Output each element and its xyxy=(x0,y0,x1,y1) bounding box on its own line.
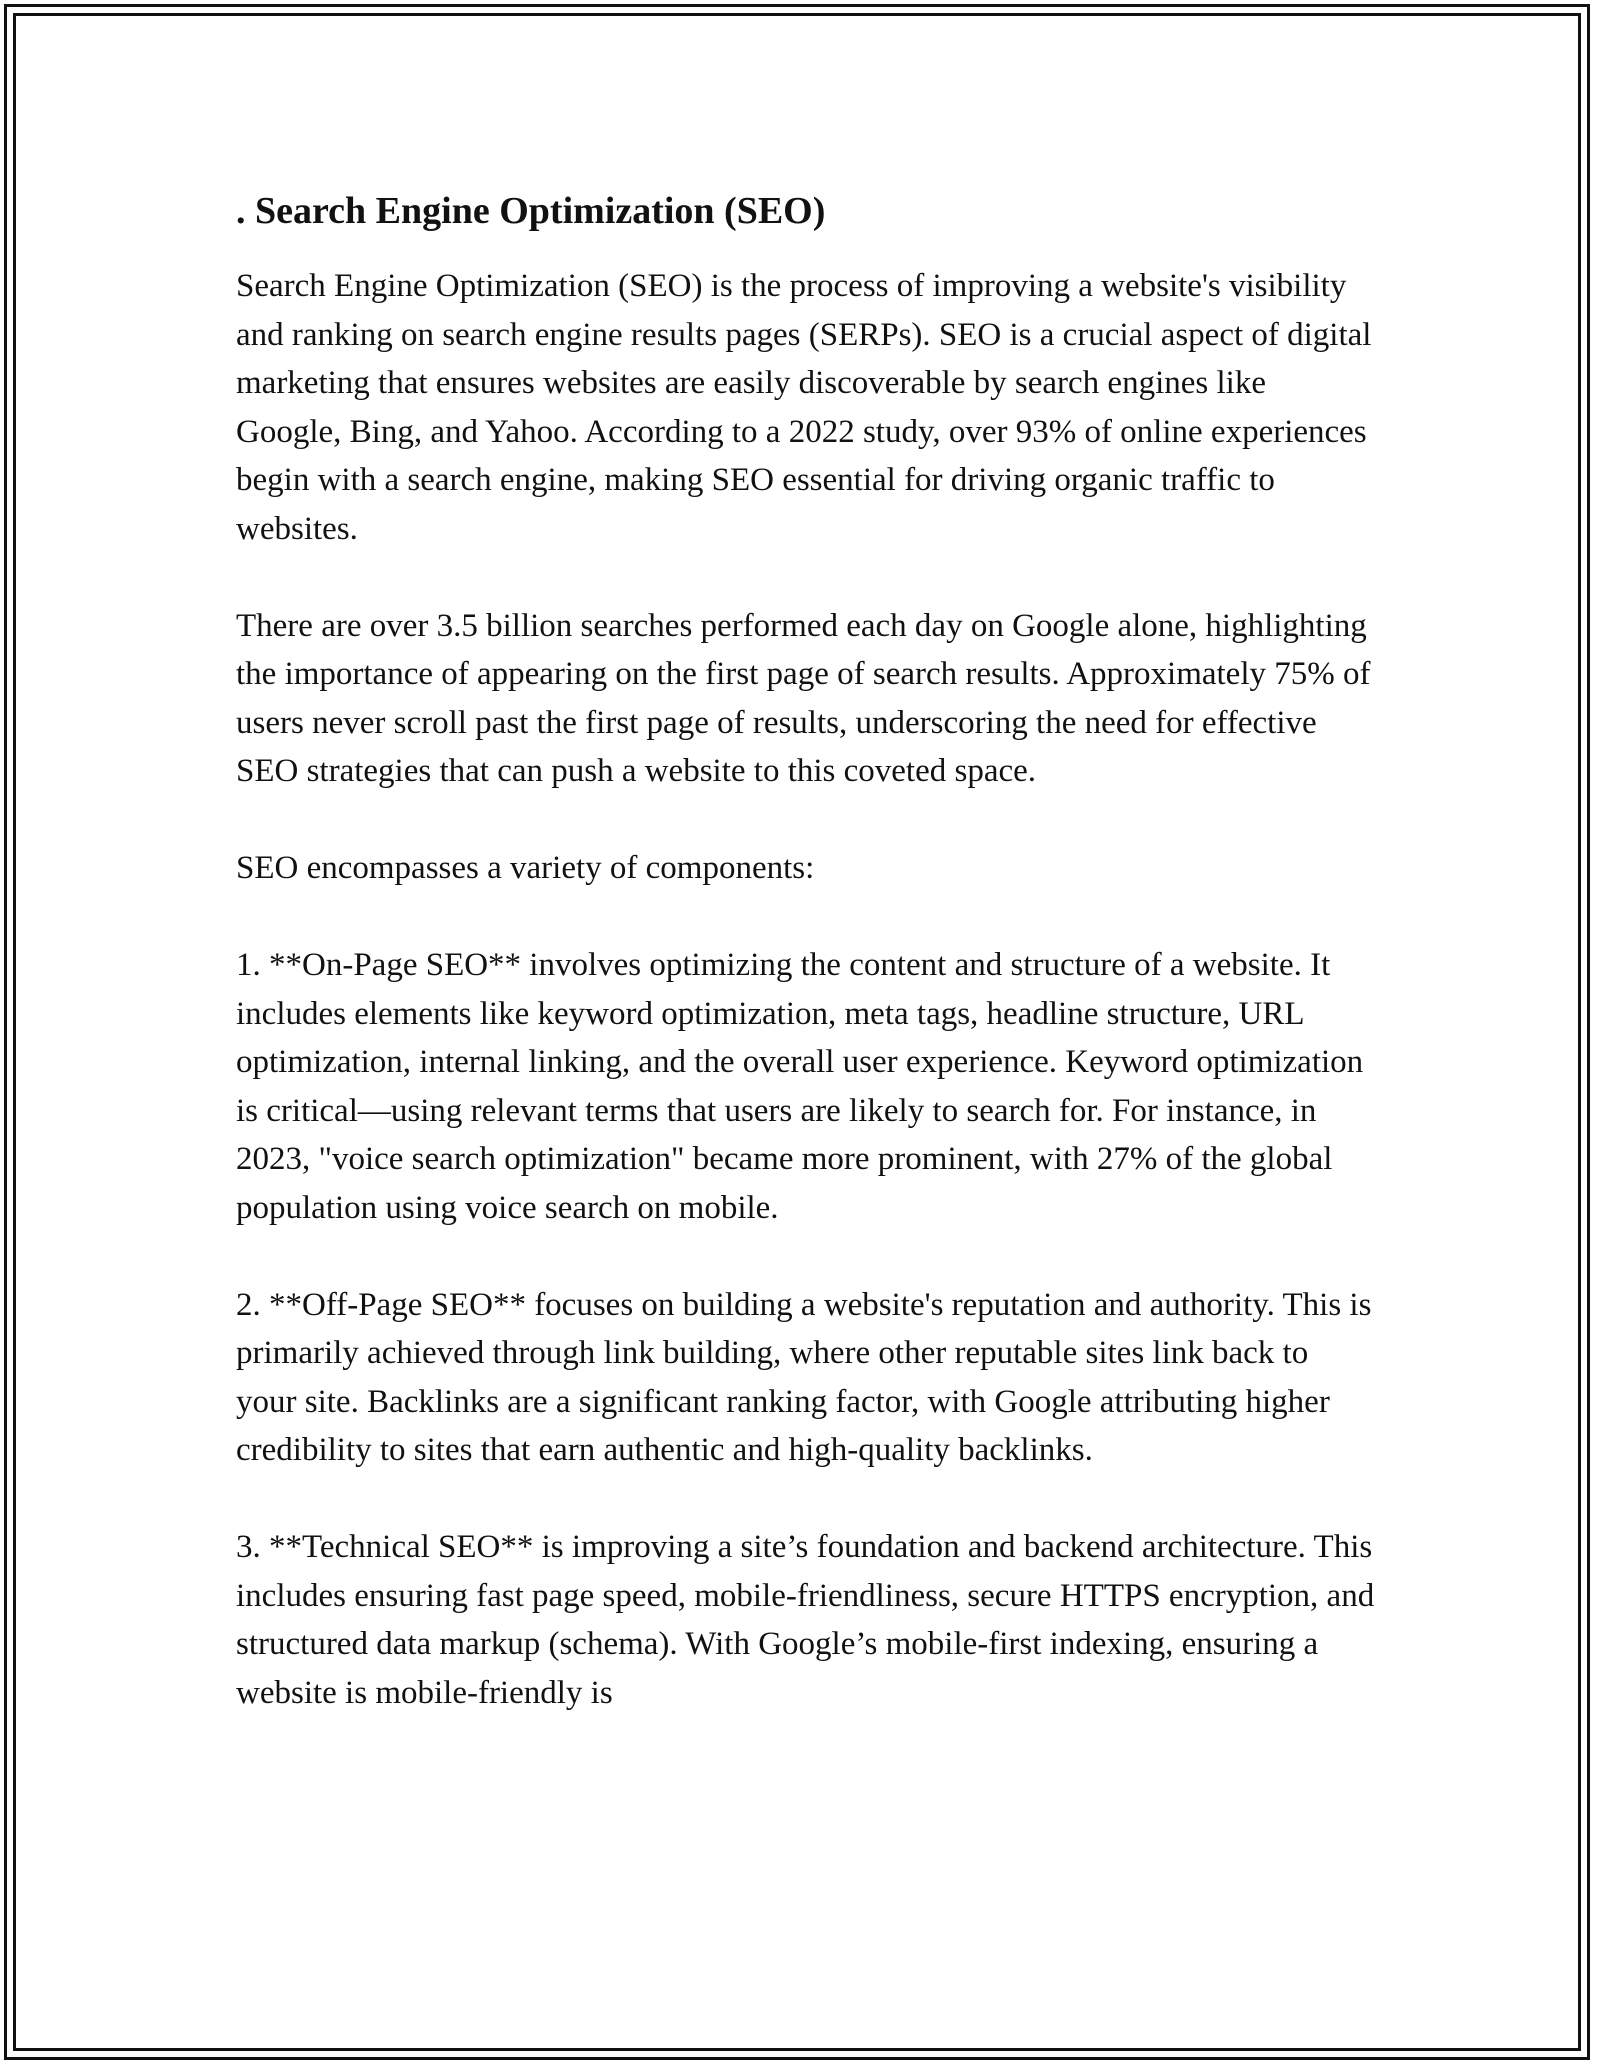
list-item-on-page-seo: 1. **On-Page SEO** involves optimizing the content and structure of a website. It includes elements like keyword optimization, meta tags, headline structure, URL optimization, internal linking, and the overall user experience. Keyword optimization is critical—using relevant terms that users are likely to search for. For instance, in 2023, "voice search optimization" became more prominent, with 27% of the global population using voice search on mobile. xyxy=(236,947,1364,1226)
paragraph-search-stats: There are over 3.5 billion searches performed each day on Google alone, highlighting the importance of appearing on the first page of search results. Approximately 75% of users never scroll past the first page of results, underscoring the need for effective SEO strategies that can push a website to this coveted space. xyxy=(236,607,1371,789)
list-item-off-page-seo: 2. **Off-Page SEO** focuses on building a website's reputation and authority. This is primarily achieved through link building, where other reputable sites link back to your site. Backlinks are a significant ranking factor, with Google attributing higher credibility to sites that earn authentic and high-quality backlinks. xyxy=(236,1286,1372,1468)
document-body xyxy=(236,186,1376,1717)
list-item-technical-seo: 3. **Technical SEO** is improving a site’s foundation and backend architecture. This includes ensuring fast page speed, mobile-friendliness, secure HTTPS encryption, and structured data markup (schema). With Google’s mobile-first indexing, ensuring a website is mobile-friendly is xyxy=(236,1529,1375,1711)
paragraph-intro: Search Engine Optimization (SEO) is the process of improving a website's visibility and ranking on search engine results pages (SERPs). SEO is a crucial aspect of digital marketing that ensures websites are easily discoverable by search engines like Google, Bing, and Yahoo. According to a 2022 study, over 93% of online experiences begin with a search engine, making SEO essential for driving organic traffic to websites. xyxy=(236,268,1372,547)
section-heading: . Search Engine Optimization (SEO) xyxy=(236,190,826,232)
paragraph-components-intro: SEO encompasses a variety of components: xyxy=(236,850,815,886)
